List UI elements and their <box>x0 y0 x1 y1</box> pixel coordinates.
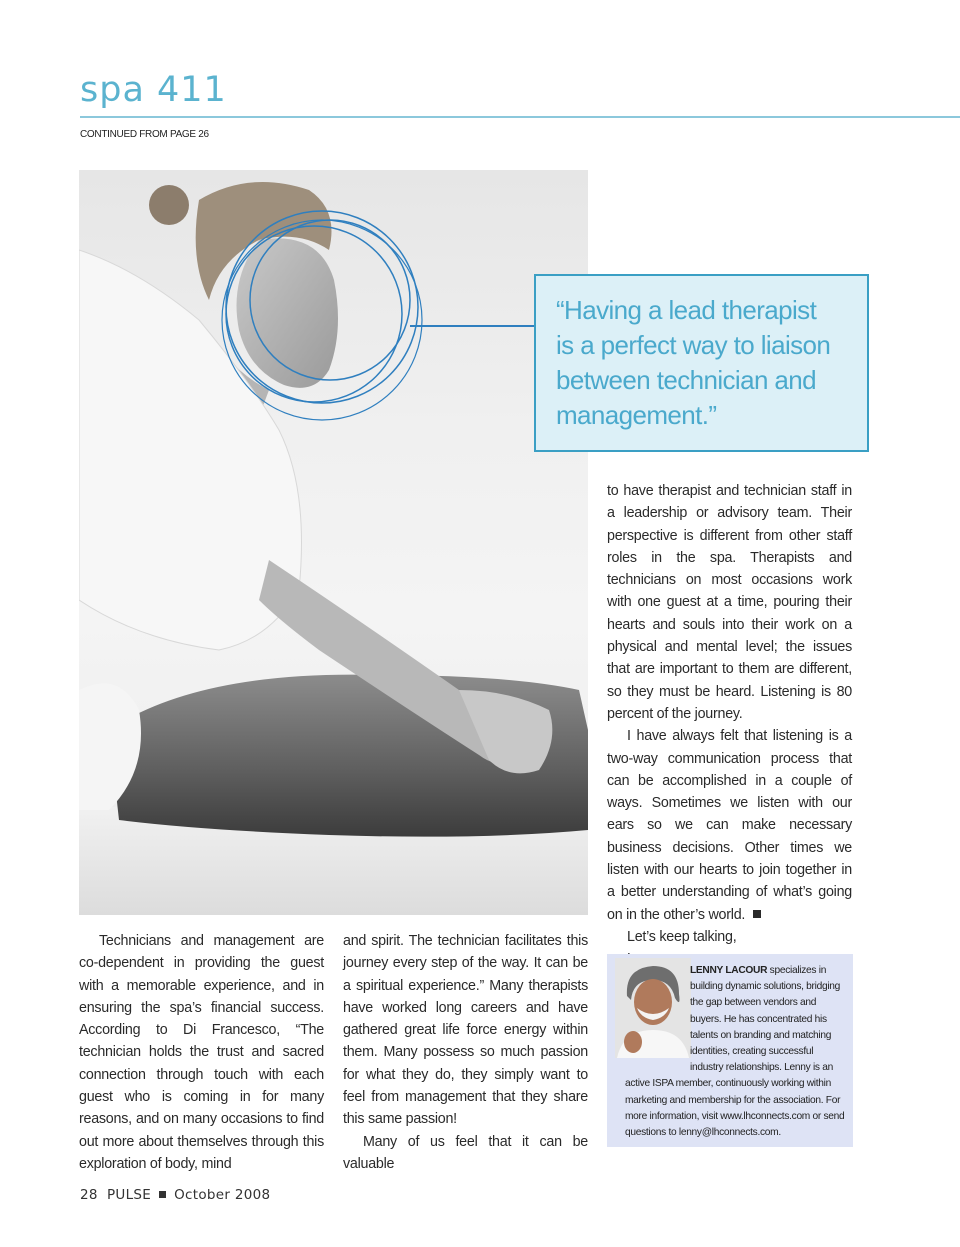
author-bio <box>607 954 853 1147</box>
end-mark-icon <box>753 910 761 918</box>
paragraph: Many of us feel that it can be valuable <box>343 1133 588 1172</box>
bio-text: LENNY LACOUR specializes in building dynamic solutions, bridging the gap between vendors and buyers. He has concentrated his talents on branding and matching identities, creating successful industry relationships. Lenny is an active ISPA member, continuously working within marketing and membership for the association. For more information, visit www.lhconnects.com or send questions to lenny@lhconnects.com. <box>625 965 845 1139</box>
continued-note: CONTINUED FROM PAGE 26 <box>80 129 209 140</box>
separator-icon <box>159 1191 166 1198</box>
section-title: spa 411 <box>80 70 227 110</box>
pull-quote-text: “Having a lead therapist is a perfect way to liaison between technician and management.” <box>556 295 831 430</box>
page-number: 28 <box>80 1187 98 1203</box>
page-footer <box>80 1187 270 1203</box>
paragraph: to have therapist and technician staff in a leadership or advisory team. Their perspective is different from other staff roles in the spa. Therapists and technicians on most occasions work with one guest at a time, pouring their hearts and souls into their work on a physical and mental level; the issues that are important to them are different, so they must be heard. Listening is 80 percent of the journey. <box>607 483 852 722</box>
author-name: LENNY LACOUR <box>690 965 768 976</box>
publication-name: PULSE <box>106 1187 152 1203</box>
pull-quote <box>534 274 869 452</box>
closing-line: Let’s keep talking, <box>627 928 737 945</box>
header-rule <box>80 116 960 118</box>
massage-photo <box>79 170 588 915</box>
issue-date: October 2008 <box>174 1187 271 1203</box>
article-column-3 <box>607 480 852 971</box>
article-column-1 <box>79 930 324 1175</box>
article-column-2 <box>343 930 588 1175</box>
paragraph: and spirit. The technician facilitates this journey every step of the way. It can be a spiritual experience.” Many therapists have worked long careers and have gathered great life force energy within them. Many possess so much passion for what they do, they simply want to feel from management that they share this same passion! <box>343 933 588 1128</box>
paragraph: Technicians and management are co-dependent in providing the guest with a memorable experience, and in ensuring the spa’s financial success. According to Di Francesco, “The technician holds the trust and sacred connection through touch with each guest who is coming in for many reasons, and on many occasions to find out more about themselves through this exploration of body, mind <box>79 933 324 1172</box>
paragraph: I have always felt that listening is a two-way communication process that can be accomplished in a couple of ways. Sometimes we listen with our ears so we can make necessary business decisions. Other times we listen with our hearts to join together in a better understanding of what’s going on in the other’s world. <box>607 728 852 923</box>
